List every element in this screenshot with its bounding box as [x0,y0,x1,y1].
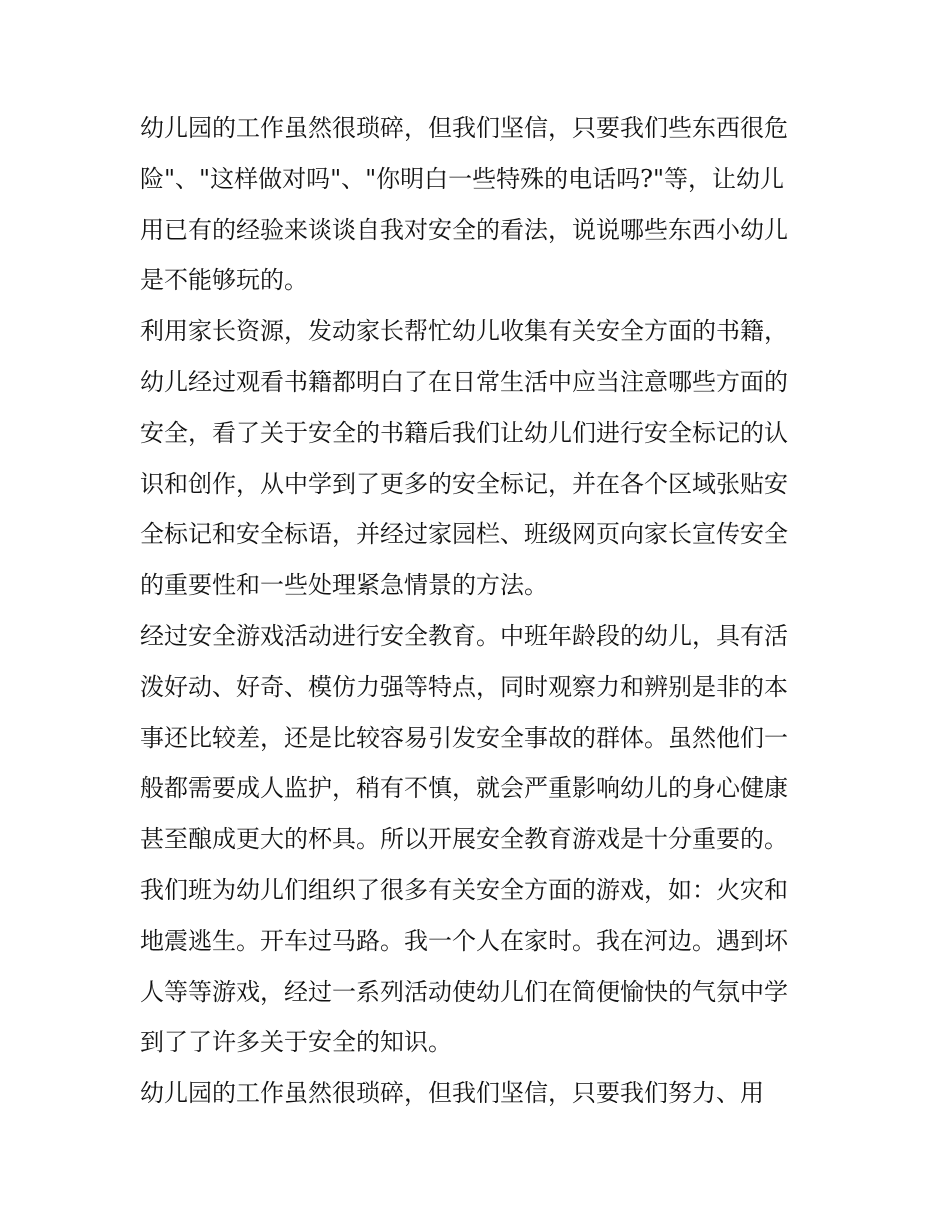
text-line: 利用家长资源，发动家长帮忙幼儿收集有关安全方面的书籍， [140,317,788,346]
paragraph-3 [140,611,812,865]
text-line: 幼儿园的工作虽然很琐碎，但我们坚信，只要我们努力、用 [140,1079,764,1108]
text-line: 经过安全游戏活动进行安全教育。中班年龄段的幼儿，具有活 [140,621,788,650]
text-line: 识和创作，从中学到了更多的安全标记，并在各个区域张贴安 [140,469,788,498]
text-line: 我们班为幼儿们组织了很多有关安全方面的游戏，如：火灾和 [140,875,788,904]
text-line: 安全，看了关于安全的书籍后我们让幼儿们进行安全标记的认 [140,418,788,447]
text-line: 般都需要成人监护，稍有不慎，就会严重影响幼儿的身心健康 [140,774,788,803]
text-line: 甚至酿成更大的杯具。所以开展安全教育游戏是十分重要的。 [140,825,788,854]
document-body [140,103,812,1119]
text-line: 是不能够玩的。 [140,266,308,295]
text-line: 事还比较差，还是比较容易引发安全事故的群体。虽然他们一 [140,723,788,752]
paragraph-4 [140,865,812,1068]
text-line: 到了了许多关于安全的知识。 [140,1028,452,1057]
text-line: 幼儿经过观看书籍都明白了在日常生活中应当注意哪些方面的 [140,367,788,396]
text-line: 险"、"这样做对吗"、"你明白一些特殊的电话吗?"等，让幼儿 [140,164,785,193]
text-line: 全标记和安全标语，并经过家园栏、班级网页向家长宣传安全 [140,520,788,549]
text-line: 人等等游戏，经过一系列活动使幼儿们在简便愉快的气氛中学 [140,977,788,1006]
paragraph-5 [140,1068,812,1119]
text-line: 地震逃生。开车过马路。我一个人在家时。我在河边。遇到坏 [140,926,788,955]
text-line: 泼好动、好奇、模仿力强等特点，同时观察力和辨别是非的本 [140,672,788,701]
paragraph-1 [140,103,812,306]
text-line: 的重要性和一些处理紧急情景的方法。 [140,571,548,600]
paragraph-2 [140,306,812,611]
text-line: 幼儿园的工作虽然很琐碎，但我们坚信，只要我们些东西很危 [140,114,788,142]
text-line: 用已有的经验来谈谈自我对安全的看法，说说哪些东西小幼儿 [140,215,788,244]
